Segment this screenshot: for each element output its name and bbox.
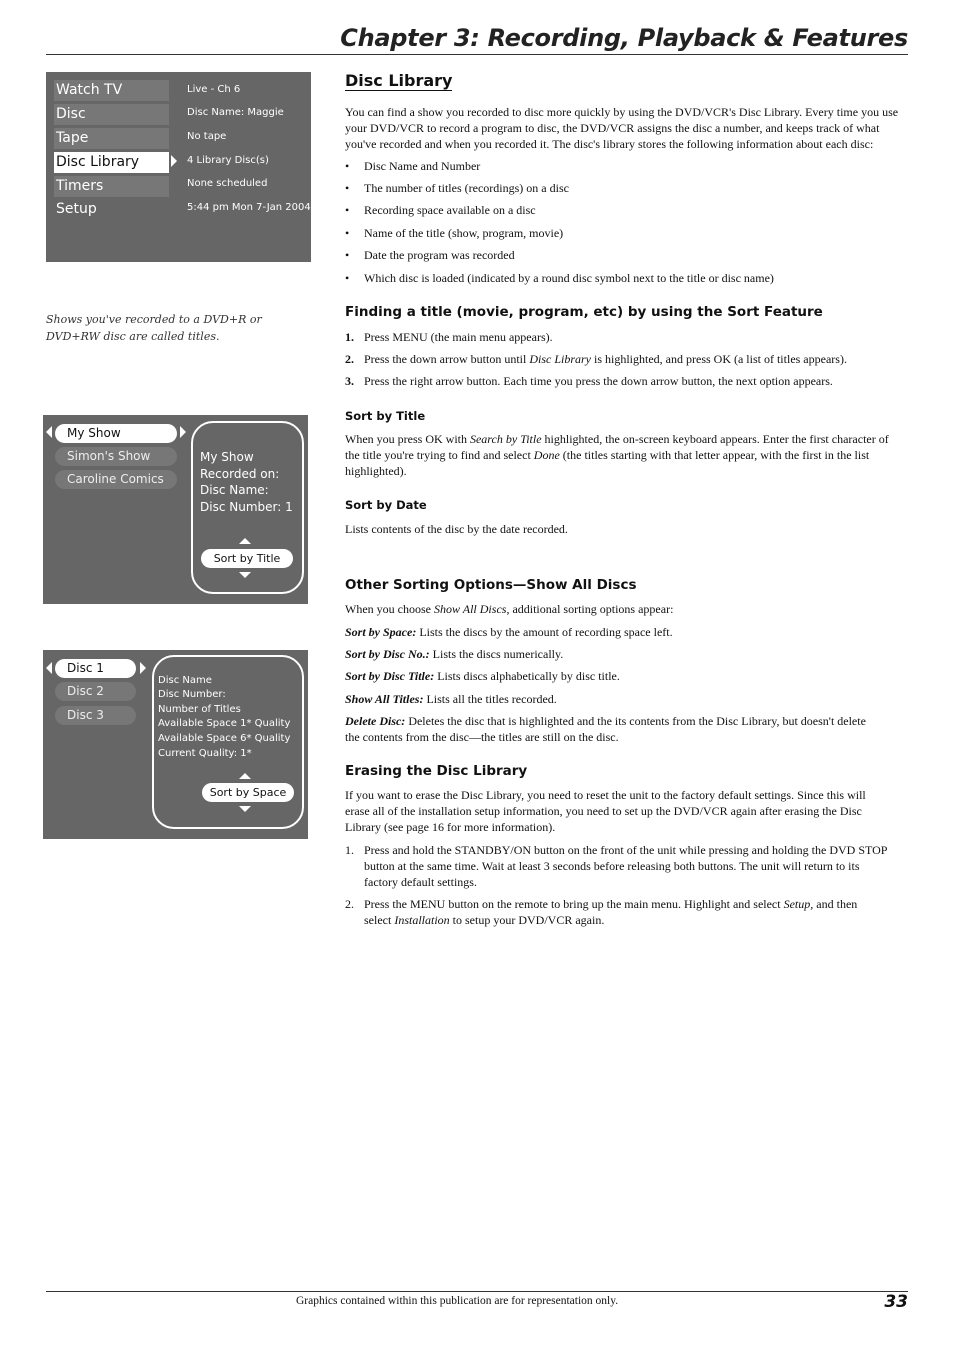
menu-item-setup[interactable]: Setup: [56, 201, 97, 217]
menu-item-tape[interactable]: Tape: [54, 128, 169, 149]
menu-item-disc-library[interactable]: Disc Library: [54, 152, 169, 173]
disc-library-heading: Disc Library: [345, 71, 453, 90]
title-item[interactable]: Caroline Comics: [55, 470, 177, 489]
sort-option: Show All Titles: Lists all the titles recorded.: [345, 692, 557, 706]
page-number: 33: [884, 1292, 908, 1312]
titles-screen: [43, 415, 308, 604]
info-line: Recorded on:: [200, 467, 280, 481]
menu-item-disc[interactable]: Disc: [54, 104, 169, 125]
menu-value-disc: Disc Name: Maggie: [187, 107, 284, 118]
menu-value-tape: No tape: [187, 131, 227, 142]
erasing-heading: Erasing the Disc Library: [345, 763, 528, 779]
menu-item-timers[interactable]: Timers: [54, 176, 169, 197]
up-arrow-icon[interactable]: [239, 538, 251, 544]
chapter-title: Chapter 3: Recording, Playback & Features: [340, 24, 908, 52]
sort-option: Sort by Disc No.: Lists the discs numerically.: [345, 647, 564, 661]
discs-screen: [43, 650, 308, 839]
right-arrow-icon[interactable]: [140, 662, 146, 674]
down-arrow-icon[interactable]: [239, 806, 251, 812]
footer-rule: [46, 1291, 908, 1292]
disc-library-intro: [345, 104, 910, 152]
info-line: Disc Number:: [158, 689, 226, 700]
title-item-selected[interactable]: My Show: [55, 424, 177, 443]
info-line: Available Space 1* Quality: [158, 718, 291, 729]
text-line: you've recorded and when you recorded it. The disc's library stores the following information about each disc:: [345, 137, 874, 151]
title-info-panel: [191, 421, 304, 594]
info-line: Current Quality: 1*: [158, 748, 252, 759]
menu-item-watch-tv[interactable]: Watch TV: [54, 80, 169, 101]
sort-by-title-button[interactable]: Sort by Title: [201, 549, 293, 568]
info-line: My Show: [200, 450, 254, 464]
disc-item[interactable]: Disc 2: [55, 682, 136, 701]
sort-feature-heading: Finding a title (movie, program, etc) by using the Sort Feature: [345, 304, 823, 320]
text-line: your DVD/VCR to record a program to disc, the DVD/VCR assigns the disc a number, and keeps track of what: [345, 121, 880, 135]
sort-by-title-text: When you press OK with Search by Title highlighted, the on-screen keyboard appears. Enter the first character of the title you're trying to find and select Done (the titles starting with that letter appear, with the first in the list highlighted).: [345, 432, 889, 478]
disc-item[interactable]: Disc 3: [55, 706, 136, 725]
sort-option: Sort by Space: Lists the discs by the amount of recording space left.: [345, 625, 673, 639]
footer-note: Graphics contained within this publication are for representation only.: [296, 1295, 619, 1307]
menu-value-setup: 5:44 pm Mon 7-Jan 2004: [187, 202, 311, 213]
info-line: Number of Titles: [158, 704, 241, 715]
sort-by-date-text: Lists contents of the disc by the date recorded.: [345, 522, 568, 536]
screen-caption: Shows you've recorded to a DVD+R or DVD+RW disc are called titles.: [46, 313, 262, 343]
other-sorting-intro: When you choose Show All Discs, additional sorting options appear:: [345, 602, 674, 616]
delete-disc-option: Delete Disc: Deletes the disc that is highlighted and the its contents from the Disc Library, but doesn't delete the contents from the disc—the titles are still on the disc.: [345, 714, 866, 744]
info-line: Disc Name:: [200, 483, 269, 497]
menu-value-watch-tv: Live - Ch 6: [187, 84, 241, 95]
right-arrow-icon[interactable]: [180, 426, 186, 438]
sort-by-space-button[interactable]: Sort by Space: [202, 783, 294, 802]
text-line: You can find a show you recorded to disc more quickly by using the DVD/VCR's Disc Library. Every time you use: [345, 105, 899, 119]
disc-item-selected[interactable]: Disc 1: [55, 659, 136, 678]
other-sorting-heading: Other Sorting Options—Show All Discs: [345, 577, 637, 593]
menu-value-timers: None scheduled: [187, 178, 268, 189]
sort-by-date-heading: Sort by Date: [345, 498, 427, 512]
left-arrow-icon[interactable]: [46, 426, 52, 438]
sort-by-title-heading: Sort by Title: [345, 409, 426, 423]
menu-value-disc-library: 4 Library Disc(s): [187, 155, 269, 166]
header-rule: [46, 54, 908, 55]
info-line: Available Space 6* Quality: [158, 733, 291, 744]
info-line: Disc Number: 1: [200, 500, 293, 514]
title-item[interactable]: Simon's Show: [55, 447, 177, 466]
up-arrow-icon[interactable]: [239, 773, 251, 779]
left-arrow-icon[interactable]: [46, 662, 52, 674]
erasing-intro: If you want to erase the Disc Library, you need to reset the unit to the factory default settings. Since this will erase all of the installation setup information, you need to set up the DVD/VCR again after erasing the Disc Library (see page 16 for more information).: [345, 788, 866, 834]
sort-option: Sort by Disc Title: Lists discs alphabetically by disc title.: [345, 669, 620, 683]
main-menu-screen: [46, 72, 311, 262]
down-arrow-icon[interactable]: [239, 572, 251, 578]
info-line: Disc Name: [158, 675, 212, 686]
disc-info-panel: [152, 655, 304, 829]
selection-arrow-icon: [171, 155, 177, 167]
